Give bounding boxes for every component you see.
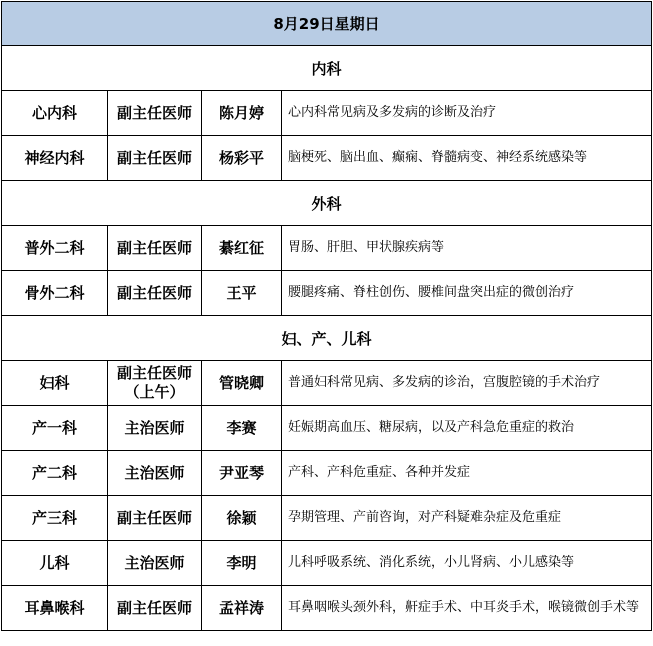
- department-cell: 骨外二科: [2, 271, 108, 316]
- specialty-cell: 腰腿疼痛、脊柱创伤、腰椎间盘突出症的微创治疗: [282, 271, 652, 316]
- doctor-title-cell: [108, 361, 202, 406]
- doctor-name-cell: 王平: [202, 271, 282, 316]
- date-header-row: [2, 2, 652, 46]
- table-row: [2, 406, 652, 451]
- department-cell: 产三科: [2, 496, 108, 541]
- department-cell: 妇科: [2, 361, 108, 406]
- department-cell: 产一科: [2, 406, 108, 451]
- section-title-surgery: 外科: [2, 181, 652, 226]
- table-row: [2, 361, 652, 406]
- specialty-cell: 普通妇科常见病、多发病的诊治，宫腹腔镜的手术治疗: [282, 361, 652, 406]
- doctor-title-cell: 副主任医师: [108, 496, 202, 541]
- table-row: [2, 586, 652, 631]
- table-row: [2, 271, 652, 316]
- section-row: [2, 46, 652, 91]
- doctor-name-cell: 杨彩平: [202, 136, 282, 181]
- section-title-obgyn-pediatrics: 妇、产、儿科: [2, 316, 652, 361]
- doctor-title-cell: 副主任医师: [108, 226, 202, 271]
- date-header: 8月29日星期日: [2, 2, 652, 46]
- department-cell: 产二科: [2, 451, 108, 496]
- doctor-name-cell: 管晓卿: [202, 361, 282, 406]
- doctor-name-cell: 陈月婷: [202, 91, 282, 136]
- doctor-title-cell: 主治医师: [108, 406, 202, 451]
- table-row: [2, 226, 652, 271]
- section-title-internal: 内科: [2, 46, 652, 91]
- specialty-cell: 产科、产科危重症、各种并发症: [282, 451, 652, 496]
- table-row: [2, 496, 652, 541]
- schedule-body: [2, 2, 652, 631]
- specialty-cell: 孕期管理、产前咨询，对产科疑难杂症及危重症: [282, 496, 652, 541]
- schedule-table: [1, 1, 652, 631]
- department-cell: 儿科: [2, 541, 108, 586]
- doctor-title-note: （上午）: [124, 383, 185, 401]
- specialty-cell: 耳鼻咽喉头颈外科，鼾症手术、中耳炎手术，喉镜微创手术等: [282, 586, 652, 631]
- doctor-title-cell: 副主任医师: [108, 586, 202, 631]
- table-row: [2, 136, 652, 181]
- doctor-title-cell: 副主任医师: [108, 271, 202, 316]
- doctor-name-cell: 李赛: [202, 406, 282, 451]
- section-row: [2, 181, 652, 226]
- section-row: [2, 316, 652, 361]
- doctor-name-cell: 李明: [202, 541, 282, 586]
- doctor-name-cell: 綦红征: [202, 226, 282, 271]
- table-row: [2, 91, 652, 136]
- department-cell: 耳鼻喉科: [2, 586, 108, 631]
- specialty-cell: 妊娠期高血压、糖尿病，以及产科急危重症的救治: [282, 406, 652, 451]
- table-row: [2, 451, 652, 496]
- specialty-cell: 儿科呼吸系统、消化系统，小儿肾病、小儿感染等: [282, 541, 652, 586]
- specialty-cell: 脑梗死、脑出血、癫痫、脊髓病变、神经系统感染等: [282, 136, 652, 181]
- table-row: [2, 541, 652, 586]
- specialty-cell: 胃肠、肝胆、甲状腺疾病等: [282, 226, 652, 271]
- department-cell: 神经内科: [2, 136, 108, 181]
- doctor-name-cell: 孟祥涛: [202, 586, 282, 631]
- department-cell: 普外二科: [2, 226, 108, 271]
- doctor-name-cell: 尹亚琴: [202, 451, 282, 496]
- specialty-cell: 心内科常见病及多发病的诊断及治疗: [282, 91, 652, 136]
- doctor-title-cell: 副主任医师: [108, 136, 202, 181]
- doctor-name-cell: 徐颖: [202, 496, 282, 541]
- doctor-title-cell: 主治医师: [108, 541, 202, 586]
- department-cell: 心内科: [2, 91, 108, 136]
- doctor-title-cell: 主治医师: [108, 451, 202, 496]
- doctor-title-cell: 副主任医师: [108, 91, 202, 136]
- doctor-title-text: 副主任医师: [116, 364, 192, 382]
